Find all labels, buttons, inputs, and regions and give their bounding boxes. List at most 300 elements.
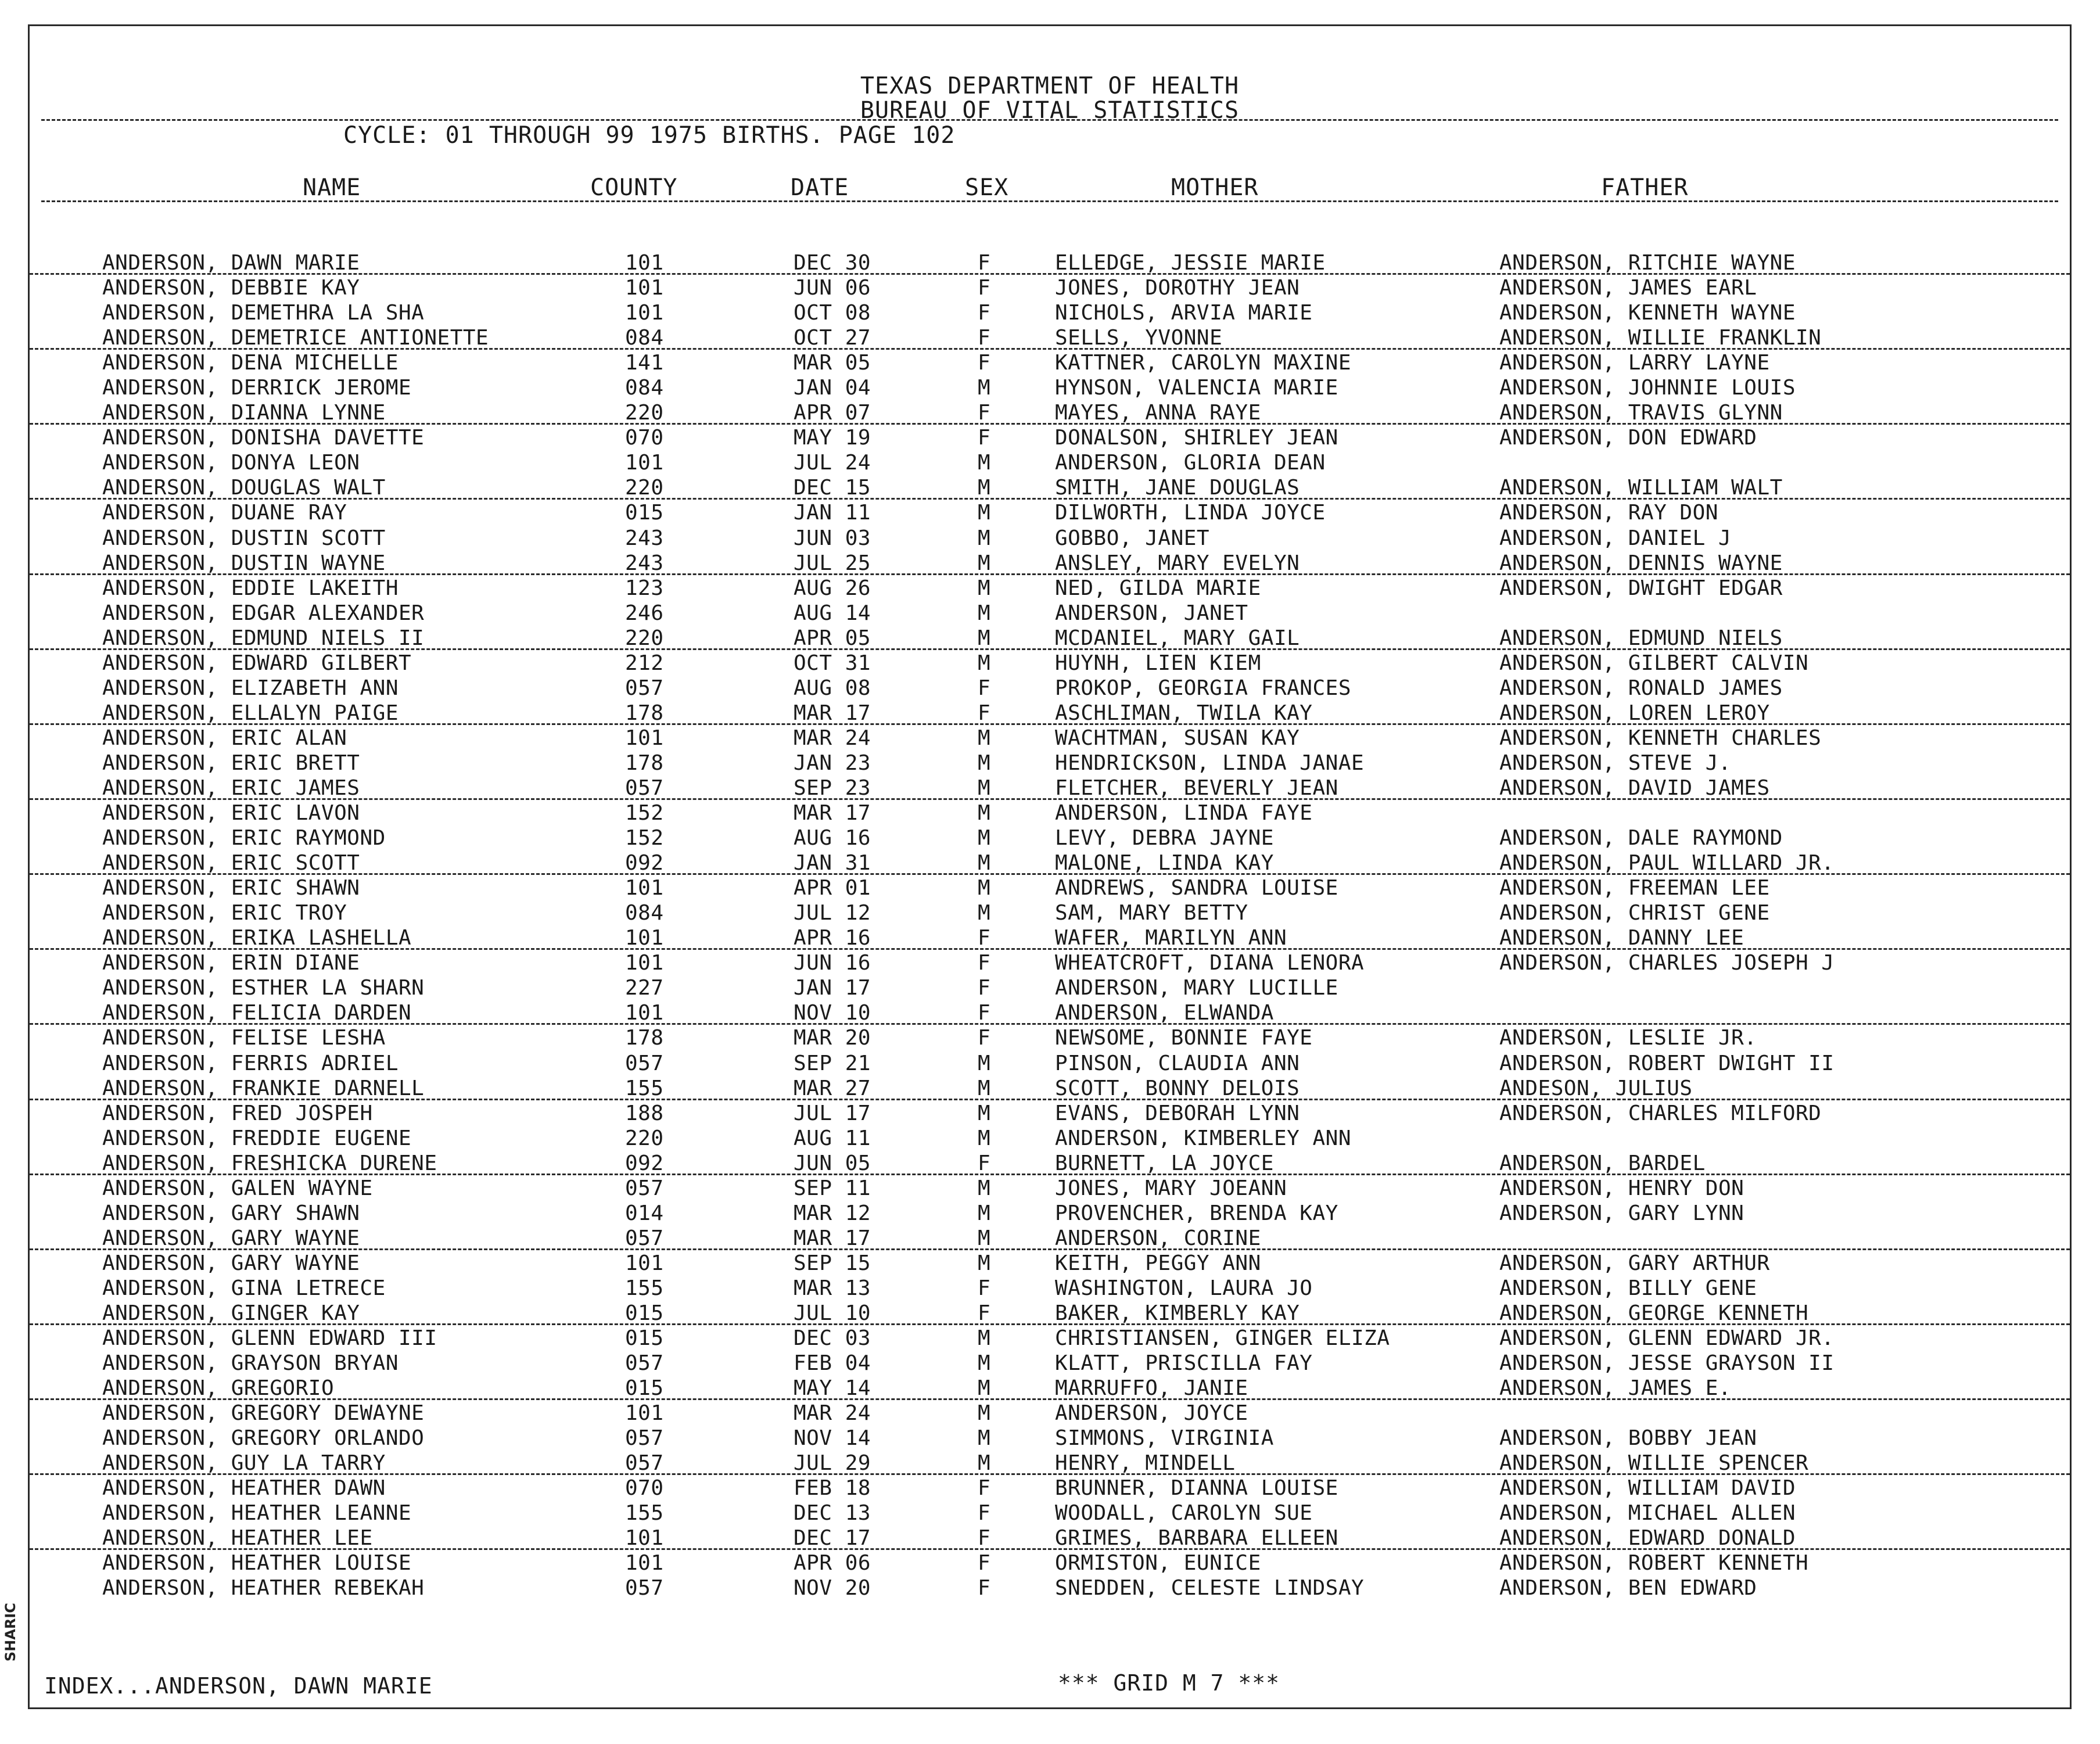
record-county: 015 xyxy=(625,1326,664,1351)
record-name: ANDERSON, HEATHER LEANNE xyxy=(102,1501,412,1526)
record-mother: NICHOLS, ARVIA MARIE xyxy=(1055,301,1313,325)
record-name: ANDERSON, FERRIS ADRIEL xyxy=(102,1051,399,1075)
record-county: 101 xyxy=(625,251,664,275)
record-row xyxy=(30,400,2070,425)
record-date: AUG 16 xyxy=(794,826,871,851)
record-date: FEB 04 xyxy=(794,1351,871,1376)
record-father: ANDERSON, KENNETH WAYNE xyxy=(1499,301,1796,325)
record-date: JUL 29 xyxy=(794,1451,871,1476)
record-name: ANDERSON, ERIC JAMES xyxy=(102,776,360,800)
record-county: 246 xyxy=(625,601,664,625)
record-name: ANDERSON, DONYA LEON xyxy=(102,451,360,475)
record-date: SEP 15 xyxy=(794,1251,871,1275)
record-mother: MARRUFFO, JANIE xyxy=(1055,1376,1248,1401)
record-county: 057 xyxy=(625,776,664,800)
record-county: 092 xyxy=(625,1151,664,1175)
record-father: ANDERSON, BOBBY JEAN xyxy=(1499,1426,1757,1451)
record-row xyxy=(30,1575,2070,1600)
record-sex: M xyxy=(978,1251,991,1275)
record-county: 178 xyxy=(625,701,664,725)
record-county: 212 xyxy=(625,651,664,675)
record-sex: F xyxy=(978,926,991,950)
record-row xyxy=(30,1150,2070,1175)
record-father: ANDERSON, DAVID JAMES xyxy=(1499,776,1770,800)
record-name: ANDERSON, GARY WAYNE xyxy=(102,1251,360,1275)
record-date: APR 01 xyxy=(794,876,871,900)
record-mother: JONES, DOROTHY JEAN xyxy=(1055,276,1300,300)
record-name: ANDERSON, ERIN DIANE xyxy=(102,951,360,975)
record-father: ANDERSON, WILLIE SPENCER xyxy=(1499,1451,1809,1476)
record-sex: M xyxy=(978,451,991,475)
record-father: ANDERSON, JESSE GRAYSON II xyxy=(1499,1351,1835,1376)
record-county: 057 xyxy=(625,676,664,700)
record-mother: KLATT, PRISCILLA FAY xyxy=(1055,1351,1313,1376)
record-row xyxy=(30,700,2070,725)
record-name: ANDERSON, DEMETRICE ANTIONETTE xyxy=(102,326,489,350)
record-name: ANDERSON, DUSTIN SCOTT xyxy=(102,526,386,550)
record-row xyxy=(30,1450,2070,1475)
record-county: 220 xyxy=(625,476,664,500)
record-row xyxy=(30,775,2070,800)
record-county: 084 xyxy=(625,326,664,350)
record-sex: F xyxy=(978,326,991,350)
record-name: ANDERSON, DUSTIN WAYNE xyxy=(102,551,386,575)
record-father: ANDERSON, DWIGHT EDGAR xyxy=(1499,576,1783,600)
record-sex: F xyxy=(978,1301,991,1325)
record-date: SEP 23 xyxy=(794,776,871,800)
record-name: ANDERSON, HEATHER LOUISE xyxy=(102,1551,412,1576)
record-row xyxy=(30,275,2070,300)
record-sex: M xyxy=(978,551,991,575)
record-county: 070 xyxy=(625,426,664,450)
record-row xyxy=(30,900,2070,925)
record-father: ANDERSON, BEN EDWARD xyxy=(1499,1576,1757,1601)
record-county: 084 xyxy=(625,376,664,400)
record-sex: F xyxy=(978,1501,991,1526)
record-mother: EVANS, DEBORAH LYNN xyxy=(1055,1101,1300,1125)
record-sex: M xyxy=(978,1426,991,1451)
record-sex: F xyxy=(978,1001,991,1025)
record-sex: F xyxy=(978,1476,991,1501)
record-mother: KATTNER, CAROLYN MAXINE xyxy=(1055,351,1351,375)
record-row xyxy=(30,1500,2070,1525)
col-header-mother: MOTHER xyxy=(1171,174,1259,201)
record-name: ANDERSON, ERIC TROY xyxy=(102,901,347,925)
record-county: 101 xyxy=(625,1526,664,1551)
record-date: JUL 24 xyxy=(794,451,871,475)
record-row xyxy=(30,550,2070,575)
record-name: ANDERSON, FELICIA DARDEN xyxy=(102,1001,412,1025)
col-header-county: COUNTY xyxy=(590,174,678,201)
record-mother: LEVY, DEBRA JAYNE xyxy=(1055,826,1274,851)
record-date: DEC 30 xyxy=(794,251,871,275)
record-date: AUG 26 xyxy=(794,576,871,600)
record-mother: WOODALL, CAROLYN SUE xyxy=(1055,1501,1313,1526)
record-row xyxy=(30,1225,2070,1250)
record-sex: M xyxy=(978,1401,991,1426)
record-row xyxy=(30,525,2070,550)
record-father: ANDERSON, GEORGE KENNETH xyxy=(1499,1301,1809,1325)
record-county: 178 xyxy=(625,751,664,775)
record-name: ANDERSON, GALEN WAYNE xyxy=(102,1176,373,1200)
record-date: DEC 13 xyxy=(794,1501,871,1526)
record-date: MAR 17 xyxy=(794,801,871,826)
record-sex: F xyxy=(978,976,991,1000)
record-mother: ANDERSON, JANET xyxy=(1055,601,1248,625)
record-name: ANDERSON, ERIC LAVON xyxy=(102,801,360,826)
record-name: ANDERSON, ERIC RAYMOND xyxy=(102,826,386,851)
record-date: OCT 27 xyxy=(794,326,871,350)
record-father: ANDERSON, DON EDWARD xyxy=(1499,426,1757,450)
record-date: APR 07 xyxy=(794,401,871,425)
header-line-1: TEXAS DEPARTMENT OF HEALTH xyxy=(860,73,1240,99)
record-mother: GRIMES, BARBARA ELLEEN xyxy=(1055,1526,1338,1551)
record-sex: F xyxy=(978,251,991,275)
records-list xyxy=(30,250,2070,1601)
record-mother: PROVENCHER, BRENDA KAY xyxy=(1055,1201,1338,1225)
record-sex: M xyxy=(978,1351,991,1376)
record-date: MAY 19 xyxy=(794,426,871,450)
record-county: 101 xyxy=(625,451,664,475)
record-mother: ANDERSON, MARY LUCILLE xyxy=(1055,976,1338,1000)
record-mother: ANDERSON, LINDA FAYE xyxy=(1055,801,1313,826)
record-sex: M xyxy=(978,1326,991,1351)
record-county: 101 xyxy=(625,726,664,750)
record-row xyxy=(30,950,2070,975)
record-county: 101 xyxy=(625,301,664,325)
record-row xyxy=(30,650,2070,675)
record-mother: DILWORTH, LINDA JOYCE xyxy=(1055,501,1326,525)
record-sex: M xyxy=(978,776,991,800)
record-row xyxy=(30,1125,2070,1150)
record-date: MAR 05 xyxy=(794,351,871,375)
record-row xyxy=(30,750,2070,775)
record-date: JUN 03 xyxy=(794,526,871,550)
record-date: MAR 24 xyxy=(794,1401,871,1426)
record-father: ANDERSON, RONALD JAMES xyxy=(1499,676,1783,700)
record-sex: M xyxy=(978,1451,991,1476)
record-row xyxy=(30,1375,2070,1400)
record-name: ANDERSON, HEATHER REBEKAH xyxy=(102,1576,425,1601)
record-sex: M xyxy=(978,801,991,826)
record-sex: F xyxy=(978,1276,991,1300)
record-father: ANDERSON, BARDEL xyxy=(1499,1151,1706,1175)
record-sex: F xyxy=(978,301,991,325)
record-sex: M xyxy=(978,626,991,650)
col-header-father: FATHER xyxy=(1601,174,1689,201)
record-row xyxy=(30,500,2070,525)
record-county: 101 xyxy=(625,1251,664,1275)
record-date: AUG 14 xyxy=(794,601,871,625)
record-date: JUL 25 xyxy=(794,551,871,575)
record-name: ANDERSON, EDMUND NIELS II xyxy=(102,626,425,650)
record-sex: F xyxy=(978,1551,991,1576)
record-date: APR 05 xyxy=(794,626,871,650)
record-name: ANDERSON, DOUGLAS WALT xyxy=(102,476,386,500)
record-name: ANDERSON, GARY SHAWN xyxy=(102,1201,360,1225)
record-date: JUL 12 xyxy=(794,901,871,925)
record-name: ANDERSON, DENA MICHELLE xyxy=(102,351,399,375)
record-name: ANDERSON, GUY LA TARRY xyxy=(102,1451,386,1476)
record-sex: F xyxy=(978,951,991,975)
record-county: 188 xyxy=(625,1101,664,1125)
record-father: ANDERSON, DALE RAYMOND xyxy=(1499,826,1783,851)
record-father: ANDERSON, WILLIE FRANKLIN xyxy=(1499,326,1822,350)
record-row xyxy=(30,425,2070,450)
record-date: JAN 31 xyxy=(794,851,871,875)
record-date: NOV 14 xyxy=(794,1426,871,1451)
record-father: ANDERSON, BILLY GENE xyxy=(1499,1276,1757,1300)
record-date: OCT 08 xyxy=(794,301,871,325)
record-date: JAN 11 xyxy=(794,501,871,525)
record-county: 152 xyxy=(625,826,664,851)
record-mother: NED, GILDA MARIE xyxy=(1055,576,1261,600)
record-mother: ANDERSON, JOYCE xyxy=(1055,1401,1248,1426)
record-date: JUL 10 xyxy=(794,1301,871,1325)
record-sex: M xyxy=(978,1101,991,1125)
record-mother: SELLS, YVONNE xyxy=(1055,326,1223,350)
record-name: ANDERSON, GINGER KAY xyxy=(102,1301,360,1325)
record-mother: ANDERSON, CORINE xyxy=(1055,1226,1261,1250)
record-date: JUN 16 xyxy=(794,951,871,975)
record-county: 155 xyxy=(625,1276,664,1300)
record-county: 141 xyxy=(625,351,664,375)
record-mother: SMITH, JANE DOUGLAS xyxy=(1055,476,1300,500)
record-mother: PROKOP, GEORGIA FRANCES xyxy=(1055,676,1351,700)
record-row xyxy=(30,925,2070,950)
record-mother: JONES, MARY JOEANN xyxy=(1055,1176,1287,1200)
record-date: DEC 03 xyxy=(794,1326,871,1351)
record-name: ANDERSON, DEMETHRA LA SHA xyxy=(102,301,425,325)
record-father: ANDERSON, EDMUND NIELS xyxy=(1499,626,1783,650)
record-father: ANDERSON, GARY LYNN xyxy=(1499,1201,1744,1225)
record-row xyxy=(30,450,2070,475)
col-header-date: DATE xyxy=(791,174,849,201)
record-county: 014 xyxy=(625,1201,664,1225)
record-father: ANDERSON, GILBERT CALVIN xyxy=(1499,651,1809,675)
record-sex: F xyxy=(978,1526,991,1551)
record-father: ANDERSON, ROBERT KENNETH xyxy=(1499,1551,1809,1576)
record-sex: M xyxy=(978,876,991,900)
record-father: ANDERSON, DANNY LEE xyxy=(1499,926,1744,950)
record-name: ANDERSON, DIANNA LYNNE xyxy=(102,401,386,425)
record-sex: M xyxy=(978,851,991,875)
record-date: NOV 20 xyxy=(794,1576,871,1601)
record-father: ANDERSON, GARY ARTHUR xyxy=(1499,1251,1770,1275)
record-sex: F xyxy=(978,426,991,450)
record-county: 015 xyxy=(625,501,664,525)
record-mother: BAKER, KIMBERLY KAY xyxy=(1055,1301,1300,1325)
record-county: 227 xyxy=(625,976,664,1000)
col-header-name: NAME xyxy=(303,174,361,201)
record-row xyxy=(30,675,2070,700)
record-row xyxy=(30,975,2070,1000)
record-father: ANDERSON, LESLIE JR. xyxy=(1499,1026,1757,1050)
record-date: SEP 11 xyxy=(794,1176,871,1200)
record-mother: NEWSOME, BONNIE FAYE xyxy=(1055,1026,1313,1050)
record-father: ANDERSON, KENNETH CHARLES xyxy=(1499,726,1822,750)
record-mother: SNEDDEN, CELESTE LINDSAY xyxy=(1055,1576,1365,1601)
record-father: ANDERSON, MICHAEL ALLEN xyxy=(1499,1501,1796,1526)
record-mother: DONALSON, SHIRLEY JEAN xyxy=(1055,426,1338,450)
record-name: ANDERSON, GREGORY ORLANDO xyxy=(102,1426,425,1451)
record-date: JAN 17 xyxy=(794,976,871,1000)
record-father: ANDERSON, STEVE J. xyxy=(1499,751,1732,775)
record-name: ANDERSON, EDDIE LAKEITH xyxy=(102,576,399,600)
record-row xyxy=(30,325,2070,350)
record-row xyxy=(30,1175,2070,1200)
record-row xyxy=(30,475,2070,500)
record-name: ANDERSON, HEATHER DAWN xyxy=(102,1476,386,1501)
record-sex: F xyxy=(978,1026,991,1050)
column-header-divider xyxy=(41,200,2058,202)
record-mother: BURNETT, LA JOYCE xyxy=(1055,1151,1274,1175)
record-date: MAR 27 xyxy=(794,1076,871,1100)
record-sex: M xyxy=(978,1226,991,1250)
record-row xyxy=(30,300,2070,325)
record-date: MAR 17 xyxy=(794,701,871,725)
record-name: ANDERSON, DERRICK JEROME xyxy=(102,376,412,400)
header-divider xyxy=(41,119,2058,121)
record-name: ANDERSON, DUANE RAY xyxy=(102,501,347,525)
record-county: 152 xyxy=(625,801,664,826)
record-county: 155 xyxy=(625,1076,664,1100)
record-row xyxy=(30,1350,2070,1375)
cycle-line: CYCLE: 01 THROUGH 99 1975 BIRTHS. PAGE 102 xyxy=(343,122,956,149)
record-row xyxy=(30,250,2070,275)
record-date: APR 16 xyxy=(794,926,871,950)
record-row xyxy=(30,625,2070,650)
record-county: 101 xyxy=(625,926,664,950)
record-mother: WHEATCROFT, DIANA LENORA xyxy=(1055,951,1365,975)
record-father: ANDESON, JULIUS xyxy=(1499,1076,1693,1100)
record-name: ANDERSON, ERIC BRETT xyxy=(102,751,360,775)
record-date: DEC 15 xyxy=(794,476,871,500)
record-county: 101 xyxy=(625,1401,664,1426)
record-sex: M xyxy=(978,576,991,600)
record-mother: FLETCHER, BEVERLY JEAN xyxy=(1055,776,1338,800)
record-county: 057 xyxy=(625,1351,664,1376)
record-mother: CHRISTIANSEN, GINGER ELIZA xyxy=(1055,1326,1390,1351)
side-label: SHARIC xyxy=(2,1603,19,1662)
record-page xyxy=(28,24,2072,1709)
record-mother: GOBBO, JANET xyxy=(1055,526,1210,550)
record-father: ANDERSON, RITCHIE WAYNE xyxy=(1499,251,1796,275)
record-date: MAR 17 xyxy=(794,1226,871,1250)
record-date: OCT 31 xyxy=(794,651,871,675)
record-mother: ELLEDGE, JESSIE MARIE xyxy=(1055,251,1326,275)
record-date: MAR 13 xyxy=(794,1276,871,1300)
record-date: JUN 05 xyxy=(794,1151,871,1175)
record-mother: MAYES, ANNA RAYE xyxy=(1055,401,1261,425)
record-sex: M xyxy=(978,651,991,675)
record-row xyxy=(30,1250,2070,1275)
record-row xyxy=(30,600,2070,625)
record-date: NOV 10 xyxy=(794,1001,871,1025)
record-mother: WACHTMAN, SUSAN KAY xyxy=(1055,726,1300,750)
record-date: JUL 17 xyxy=(794,1101,871,1125)
record-county: 101 xyxy=(625,876,664,900)
record-mother: HUYNH, LIEN KIEM xyxy=(1055,651,1261,675)
record-row xyxy=(30,375,2070,400)
record-sex: M xyxy=(978,1076,991,1100)
record-name: ANDERSON, ERIC ALAN xyxy=(102,726,347,750)
record-sex: F xyxy=(978,351,991,375)
record-name: ANDERSON, ERIC SHAWN xyxy=(102,876,360,900)
record-sex: M xyxy=(978,1176,991,1200)
record-name: ANDERSON, HEATHER LEE xyxy=(102,1526,373,1551)
record-name: ANDERSON, GLENN EDWARD III xyxy=(102,1326,437,1351)
footer-index: INDEX...ANDERSON, DAWN MARIE xyxy=(44,1673,433,1699)
record-sex: M xyxy=(978,501,991,525)
record-sex: F xyxy=(978,1151,991,1175)
record-father: ANDERSON, RAY DON xyxy=(1499,501,1718,525)
record-date: AUG 11 xyxy=(794,1126,871,1150)
record-father: ANDERSON, LARRY LAYNE xyxy=(1499,351,1770,375)
record-county: 057 xyxy=(625,1176,664,1200)
record-father: ANDERSON, FREEMAN LEE xyxy=(1499,876,1770,900)
record-name: ANDERSON, GREGORIO xyxy=(102,1376,335,1401)
record-sex: M xyxy=(978,901,991,925)
record-county: 123 xyxy=(625,576,664,600)
record-county: 057 xyxy=(625,1226,664,1250)
record-father: ANDERSON, CHARLES MILFORD xyxy=(1499,1101,1822,1125)
record-father: ANDERSON, TRAVIS GLYNN xyxy=(1499,401,1783,425)
record-name: ANDERSON, FRESHICKA DURENE xyxy=(102,1151,437,1175)
record-sex: M xyxy=(978,751,991,775)
record-name: ANDERSON, ELLALYN PAIGE xyxy=(102,701,399,725)
record-date: JUN 06 xyxy=(794,276,871,300)
record-row xyxy=(30,825,2070,850)
record-row xyxy=(30,575,2070,600)
record-row xyxy=(30,1425,2070,1450)
record-father: ANDERSON, WILLIAM WALT xyxy=(1499,476,1783,500)
record-date: SEP 21 xyxy=(794,1051,871,1075)
record-sex: M xyxy=(978,1051,991,1075)
record-county: 015 xyxy=(625,1376,664,1401)
record-county: 155 xyxy=(625,1501,664,1526)
record-date: AUG 08 xyxy=(794,676,871,700)
record-county: 220 xyxy=(625,401,664,425)
record-date: MAR 24 xyxy=(794,726,871,750)
record-date: MAY 14 xyxy=(794,1376,871,1401)
record-mother: ANDREWS, SANDRA LOUISE xyxy=(1055,876,1338,900)
record-sex: M xyxy=(978,526,991,550)
record-row xyxy=(30,725,2070,750)
record-mother: BRUNNER, DIANNA LOUISE xyxy=(1055,1476,1338,1501)
record-row xyxy=(30,1325,2070,1350)
record-mother: WASHINGTON, LAURA JO xyxy=(1055,1276,1313,1300)
record-sex: M xyxy=(978,1201,991,1225)
record-name: ANDERSON, ERIC SCOTT xyxy=(102,851,360,875)
record-row xyxy=(30,1300,2070,1325)
record-county: 070 xyxy=(625,1476,664,1501)
record-name: ANDERSON, ELIZABETH ANN xyxy=(102,676,399,700)
record-sex: M xyxy=(978,826,991,851)
record-father: ANDERSON, EDWARD DONALD xyxy=(1499,1526,1796,1551)
record-name: ANDERSON, GREGORY DEWAYNE xyxy=(102,1401,425,1426)
record-row xyxy=(30,850,2070,875)
record-name: ANDERSON, DEBBIE KAY xyxy=(102,276,360,300)
record-sex: M xyxy=(978,1126,991,1150)
record-date: APR 06 xyxy=(794,1551,871,1576)
record-father: ANDERSON, DENNIS WAYNE xyxy=(1499,551,1783,575)
record-county: 101 xyxy=(625,276,664,300)
record-row xyxy=(30,875,2070,900)
record-date: FEB 18 xyxy=(794,1476,871,1501)
record-name: ANDERSON, ERIKA LASHELLA xyxy=(102,926,412,950)
record-sex: F xyxy=(978,701,991,725)
